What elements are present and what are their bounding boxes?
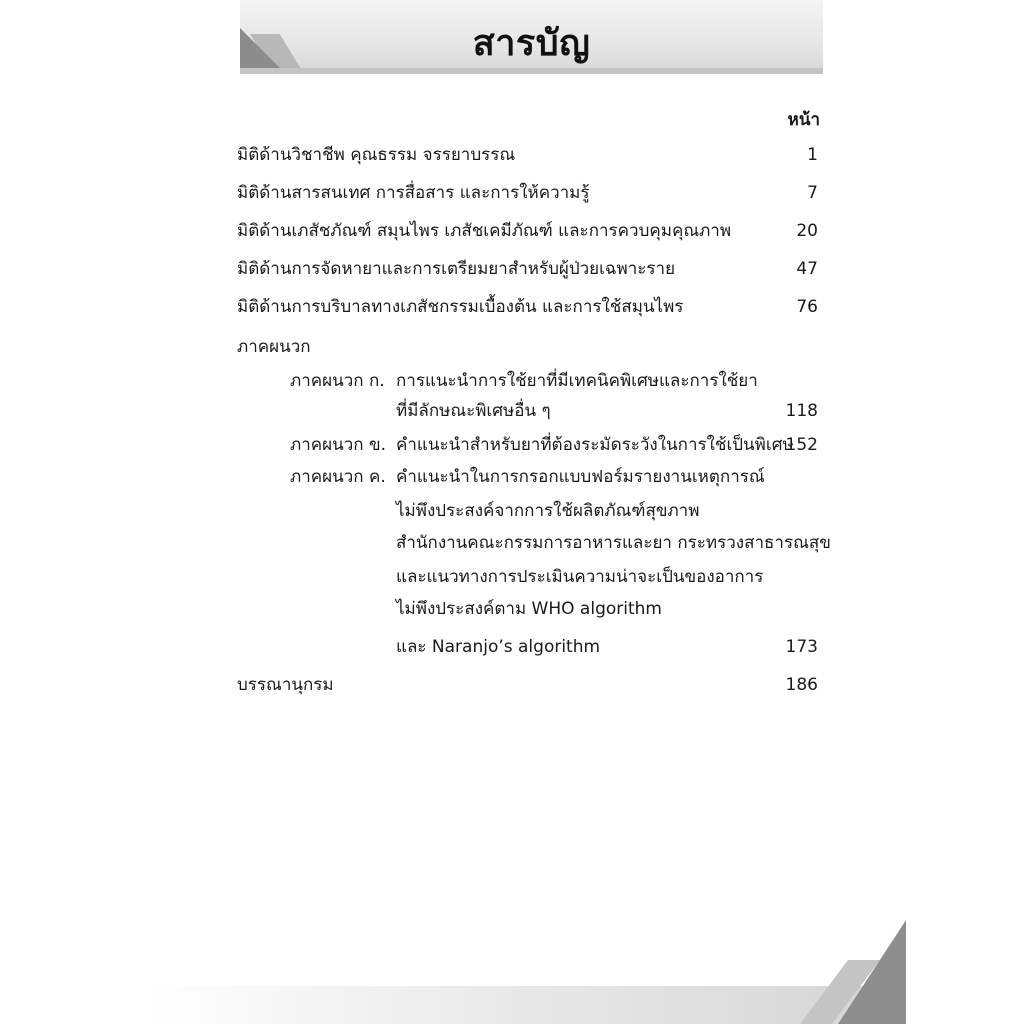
appendix-label: ภาคผนวก ก. <box>290 371 385 391</box>
toc-entry-page: 7 <box>807 183 818 203</box>
toc-entry-page: 47 <box>796 259 818 279</box>
toc-entry-page: 76 <box>796 297 818 317</box>
appendix-line[interactable]: คำแนะนำในการกรอกแบบฟอร์มรายงานเหตุการณ์ <box>396 467 765 487</box>
appendix-line[interactable]: ไม่พึงประสงค์ตาม WHO algorithm <box>396 599 662 619</box>
appendix-line[interactable]: และ Naranjo’s algorithm <box>396 637 601 657</box>
appendix-label: ภาคผนวก ข. <box>290 435 386 455</box>
appendix-label: ภาคผนวก ค. <box>290 467 386 487</box>
appendix-line[interactable]: คำแนะนำสำหรับยาที่ต้องระมัดระวังในการใช้เป็นพิเศษ <box>396 435 794 455</box>
page-column-label: หน้า <box>787 110 820 130</box>
toc-entry-text[interactable]: มิติด้านสารสนเทศ การสื่อสาร และการให้ความรู้ <box>237 183 590 203</box>
footer-band <box>146 986 906 1024</box>
page-title: สารบัญ <box>472 23 591 64</box>
appendix-line[interactable]: สำนักงานคณะกรรมการอาหารและยา กระทรวงสาธารณสุข <box>396 533 831 553</box>
toc-entry-text[interactable]: มิติด้านการจัดหายาและการเตรียมยาสำหรับผู้ป่วยเฉพาะราย <box>237 259 676 279</box>
toc-entry-page: 20 <box>796 221 818 241</box>
appendix-page: 118 <box>785 401 818 421</box>
appendix-line[interactable]: การแนะนำการใช้ยาที่มีเทคนิคพิเศษและการใช้ยา <box>396 371 758 391</box>
toc-entry-text[interactable]: มิติด้านเภสัชภัณฑ์ สมุนไพร เภสัชเคมีภัณฑ์ และการควบคุมคุณภาพ <box>237 221 732 241</box>
toc-entry-text[interactable]: มิติด้านวิชาชีพ คุณธรรม จรรยาบรรณ <box>237 145 516 165</box>
appendix-line[interactable]: ไม่พึงประสงค์จากการใช้ผลิตภัณฑ์สุขภาพ <box>396 501 700 521</box>
appendix-line[interactable]: ที่มีลักษณะพิเศษอื่น ๆ <box>396 401 551 421</box>
toc-entry-page: 1 <box>807 145 818 165</box>
appendix-page: 173 <box>785 637 818 657</box>
toc-entry-text[interactable]: มิติด้านการบริบาลทางเภสัชกรรมเบื้องต้น และการใช้สมุนไพร <box>237 297 684 317</box>
toc-entry-bibliography[interactable]: บรรณานุกรม <box>237 675 334 695</box>
appendix-line[interactable]: และแนวทางการประเมินความน่าจะเป็นของอาการ <box>396 567 764 587</box>
appendix-heading[interactable]: ภาคผนวก <box>237 337 311 357</box>
toc-entry-page: 186 <box>785 675 818 695</box>
appendix-page: 152 <box>785 435 818 455</box>
